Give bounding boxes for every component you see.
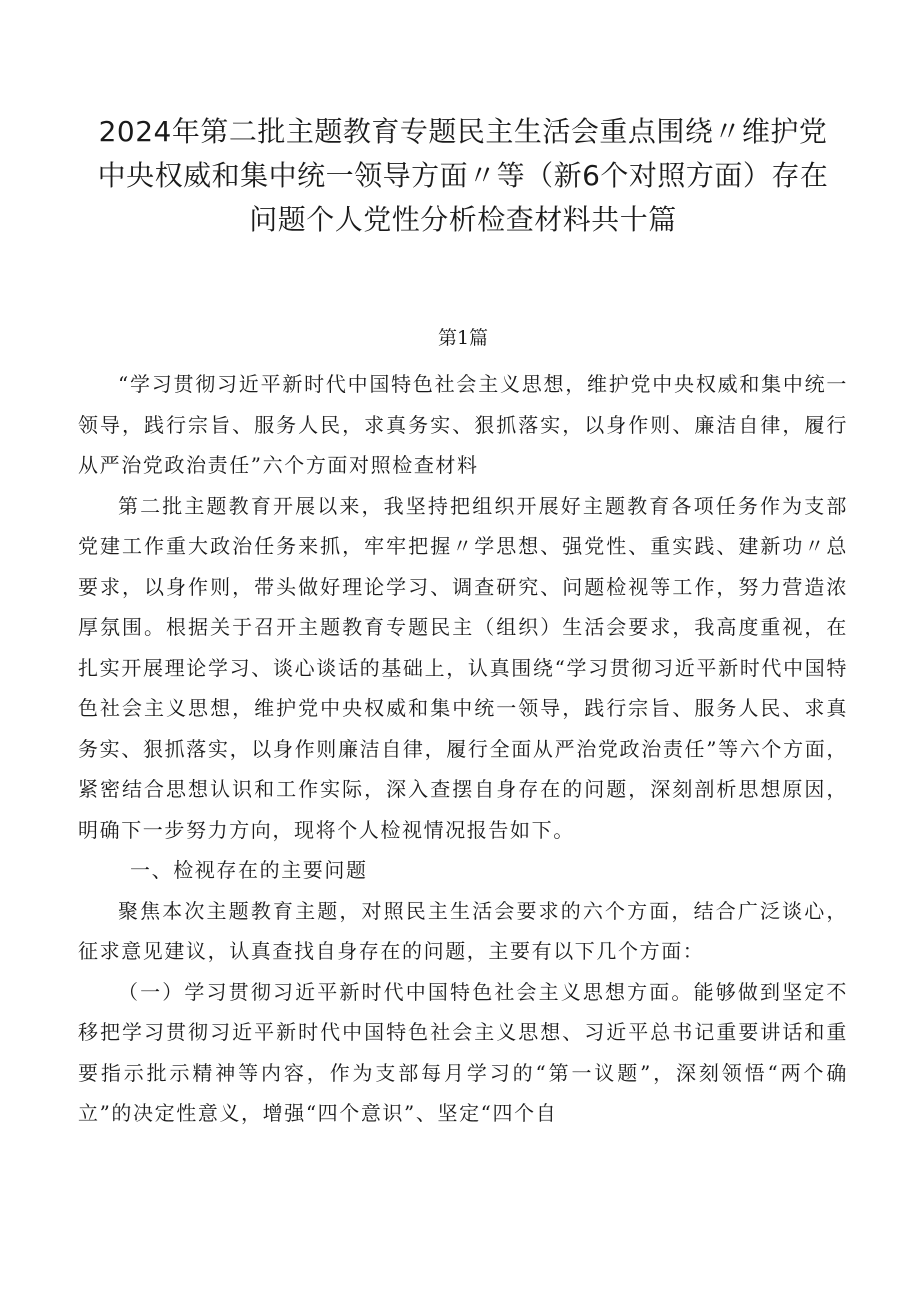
section-heading: 一、检视存在的主要问题 bbox=[130, 858, 368, 882]
paragraph-item-1: （一）学习贯彻习近平新时代中国特色社会主义思想方面。能够做到坚定不移把学习贯彻习近平新时代中国特色社会主义思想、习近平总书记重要讲话和重要指示批示精神等内容，作为支部每月学习的“第一议题”，深刻领悟“两个确立”的决定性意义，增强“四个意识”、坚定“四个自 bbox=[78, 979, 848, 1125]
paragraph-subtitle: “学习贯彻习近平新时代中国特色社会主义思想，维护党中央权威和集中统一领导，践行宗旨、服务人民，求真务实、狠抓落实，以身作则、廉洁自律，履行从严治党政治责任”六个方面对照检查材料 bbox=[78, 372, 848, 477]
document-title: 2024年第二批主题教育专题民主生活会重点围绕〃维护党中央权威和集中统一领导方面〃等（新6个对照方面）存在问题个人党性分析检查材料共十篇 bbox=[97, 115, 829, 236]
paragraph-intro: 第二批主题教育开展以来，我坚持把组织开展好主题教育各项任务作为支部党建工作重大政治任务来抓，牢牢把握〃学思想、强党性、重实践、建新功〃总要求，以身作则，带头做好理论学习、调查研究、问题检视等工作，努力营造浓厚氛围。根据关于召开主题教育专题民主（组织）生活会要求，我高度重视，在扎实开展理论学习、谈心谈话的基础上，认真围绕“学习贯彻习近平新时代中国特色社会主义思想，维护党中央权威和集中统一领导，践行宗旨、服务人民、求真务实、狠抓落实，以身作则廉洁自律，履行全面从严治党政治责任”等六个方面，紧密结合思想认识和工作实际，深入查摆自身存在的问题，深刻剖析思想原因，明确下一步努力方向，现将个人检视情况报告如下。 bbox=[78, 493, 848, 842]
paragraph-focus: 聚焦本次主题教育主题，对照民主生活会要求的六个方面，结合广泛谈心，征求意见建议，认真查找自身存在的问题，主要有以下几个方面： bbox=[78, 898, 848, 963]
section-label: 第1篇 bbox=[437, 327, 489, 349]
